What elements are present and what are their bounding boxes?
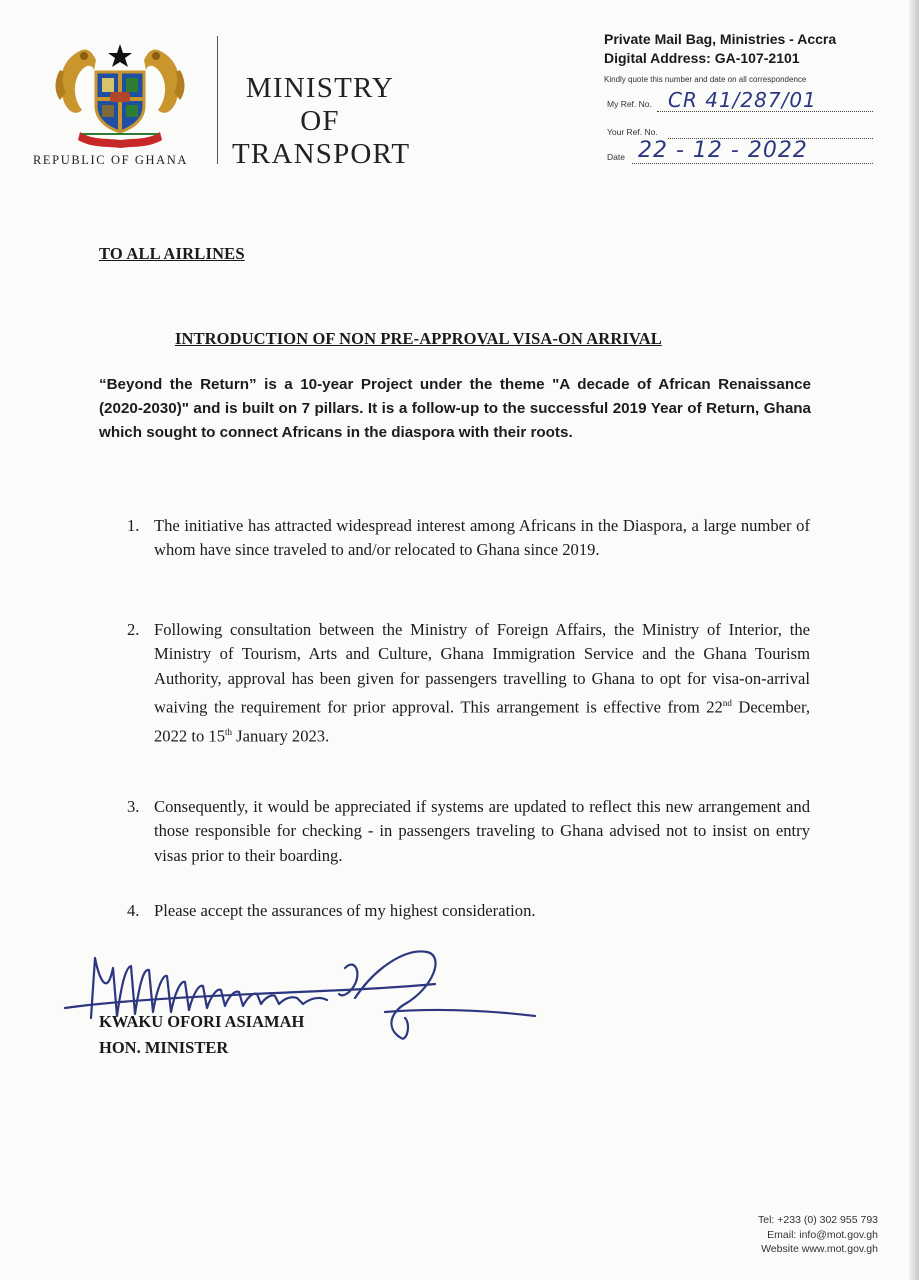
ministry-line-3: TRANSPORT	[232, 138, 411, 170]
date-value: 22 - 12 - 2022	[638, 138, 808, 163]
address-line-1: Private Mail Bag, Ministries - Accra	[604, 31, 837, 47]
quote-note: Kindly quote this number and date on all correspondence	[604, 75, 807, 84]
handwritten-signature	[55, 928, 555, 1048]
letterhead-divider	[217, 36, 218, 164]
contact-website: Website www.mot.gov.gh	[761, 1243, 878, 1255]
paragraph-number: 4.	[127, 901, 140, 920]
numbered-paragraph-1	[127, 514, 810, 563]
page-edge-shadow	[909, 0, 919, 1280]
paragraph-number: 3.	[127, 797, 140, 816]
paragraph-text: Please accept the assurances of my highest consideration.	[154, 901, 536, 920]
ministry-line-1: MINISTRY	[245, 72, 395, 104]
paragraph-text: The initiative has attracted widespread interest among Africans in the Diaspora, a large number of whom have since traveled to and/or relocated to Ghana since 2019.	[154, 516, 810, 560]
paragraph-text: Consequently, it would be appreciated if systems are updated to reflect this new arrangement and those responsible for checking - in passengers traveling to Ghana advised not to insist on entry visas prior to their boarding.	[154, 797, 810, 865]
numbered-paragraph-2	[127, 618, 810, 749]
numbered-paragraph-3	[127, 795, 810, 868]
subject-heading: INTRODUCTION OF NON PRE-APPROVAL VISA-ON ARRIVAL	[175, 329, 662, 348]
ministry-line-2: OF	[300, 105, 340, 137]
contact-email: Email: info@mot.gov.gh	[767, 1228, 878, 1241]
intro-paragraph: “Beyond the Return” is a 10-year Project under the theme "A decade of African Renaissance (2020-2030)" and is built on 7 pillars. It is a follow-up to the successful 2019 Year of Return, Ghana which sought to connect Africans in the diaspora with their roots.	[99, 376, 811, 442]
signatory-name: KWAKU OFORI ASIAMAH	[99, 1012, 305, 1031]
my-ref-label: My Ref. No.	[607, 99, 652, 109]
paragraph-number: 1.	[127, 516, 140, 535]
date-line	[632, 163, 873, 164]
address-block	[604, 30, 836, 84]
recipient-heading: TO ALL AIRLINES	[99, 244, 245, 263]
paragraph-text: Following consultation between the Ministry of Foreign Affairs, the Ministry of Interior, the Ministry of Tourism, Arts and Culture, Ghana Immigration Service and the Ghana Tourism Authority, approval has been given for passengers travelling to Ghana to opt for visa-on-arrival waiving the requirement for prior approval. This arrangement is effective from 22nd December, 2022 to 15th January 2023.	[154, 620, 810, 746]
signatory-title: HON. MINISTER	[99, 1038, 229, 1057]
country-name: REPUBLIC OF GHANA	[33, 153, 188, 167]
your-ref-label: Your Ref. No.	[607, 127, 658, 137]
paragraph-number: 2.	[127, 620, 140, 639]
address-line-2: Digital Address: GA-107-2101	[604, 50, 800, 66]
contact-block	[758, 1213, 878, 1257]
date-label: Date	[607, 152, 625, 162]
contact-phone: Tel: +233 (0) 302 955 793	[758, 1214, 878, 1226]
ministry-name	[232, 72, 411, 171]
my-ref-value: CR 41/287/01	[668, 88, 817, 112]
numbered-paragraph-4	[127, 899, 810, 923]
coat-of-arms-emblem	[52, 40, 188, 152]
